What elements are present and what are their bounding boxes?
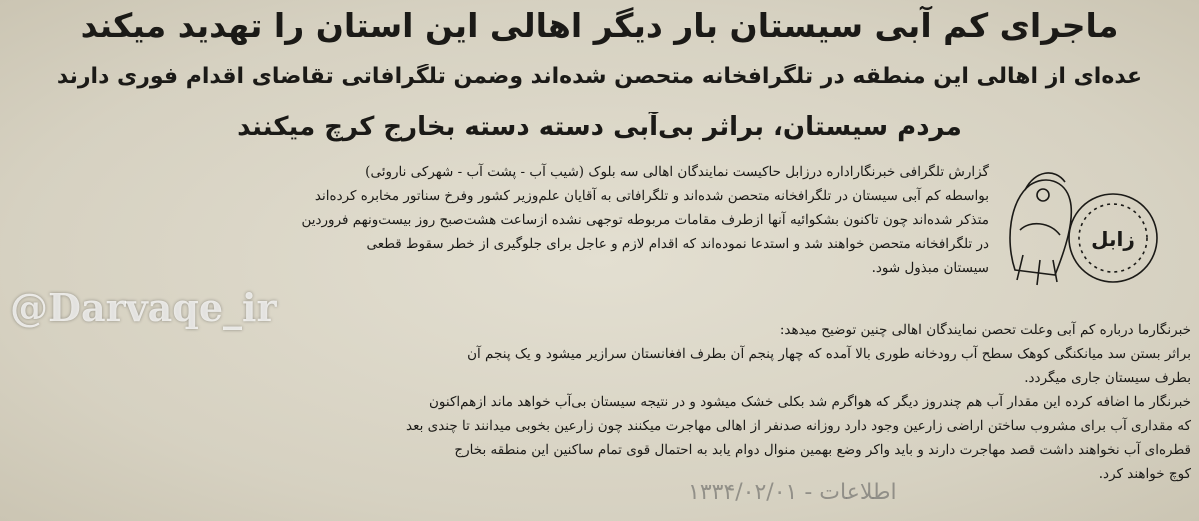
watermark-handle: @Darvaqe_ir	[10, 285, 277, 330]
zabol-logo-illustration	[995, 160, 1170, 300]
paragraph-line: بواسطه کم آبی سیستان در تلگرافخانه متحصن شده‌اند و تلگرافاتی به آقایان علم‌وزیر کشور وفرخ سناتور مخابره کرده‌اند	[314, 188, 989, 204]
paragraph-line: خبرنگارما درباره کم آبی وعلت تحصن نمایندگان اهالی چنین توضیح میدهد:	[779, 322, 1191, 338]
headline-main: ماجرای کم آبی سیستان بار دیگر اهالی این استان را تهدید میکند	[80, 6, 1119, 45]
headline-sub: عده‌ای از اهالی این منطقه در تلگرافخانه متحصن شده‌اند وضمن تلگرافاتی تقاضای اقدام فوری دارند	[56, 64, 1143, 89]
paragraph-line: در تلگرافخانه متحصن خواهند شد و استدعا نموده‌اند که اقدام لازم و عاجل برای جلوگیری از خطر سقوط قطعی	[366, 236, 989, 252]
paragraph-line: که مقداری آب برای مشروب ساختن اراضی زارعین وجود دارد روزانه صدنفر از اهالی مهاجرت میکنند چون زارعین بخوبی میدانند تا چندی بعد	[406, 418, 1191, 434]
paragraph-line: براثر بستن سد میانکنگی کوهک سطح آب رودخانه طوری بالا آمده که چهار پنجم آن بطرف افغانستان سرازیر میشود و یک پنجم آن	[467, 346, 1191, 362]
paragraph-line: بطرف سیستان جاری میگردد.	[1024, 370, 1191, 386]
source-caption: اطلاعات - ۱۳۳۴/۰۲/۰۱	[688, 480, 897, 505]
paragraph-line: خبرنگار ما اضافه کرده این مقدار آب هم چندروز دیگر که هواگرم شد بکلی خشک میشود و در نتیجه سیستان بی‌آب خواهد ماند ازهم‌اکنون	[429, 394, 1191, 410]
paragraph-line: گزارش تلگرافی خبرنگاراداره درزابل حاکیست نمایندگان اهالی سه بلوک (شیب آب - پشت آب - شهرکی ناروئی)	[365, 164, 989, 180]
zabol-emblem-icon	[995, 160, 1170, 300]
headline-third: مردم سیستان، براثر بی‌آبی دسته دسته بخارج کرچ میکنند	[237, 112, 962, 142]
paragraph-line: قطره‌ای آب نخواهند داشت قصد مهاجرت دارند و باید واکر وضع بهمین منوال دوام یابد به احتمال قوی تمام ساکنین این منطقه بخارج	[454, 442, 1191, 458]
paragraph-line: کوچ خواهند کرد.	[1098, 466, 1191, 482]
paragraph-explanation	[11, 318, 1191, 486]
paragraph-line: سیستان مبذول شود.	[871, 260, 989, 276]
logo-text: زابل	[1091, 227, 1135, 251]
paragraph-report	[29, 160, 989, 280]
paragraph-line: متذکر شده‌اند چون تاکنون بشکوائیه آنها ازطرف مقامات مربوطه توجهی نشده ازساعت هشت‌صبح روز بیست‌ونهم فروردین	[301, 212, 989, 228]
